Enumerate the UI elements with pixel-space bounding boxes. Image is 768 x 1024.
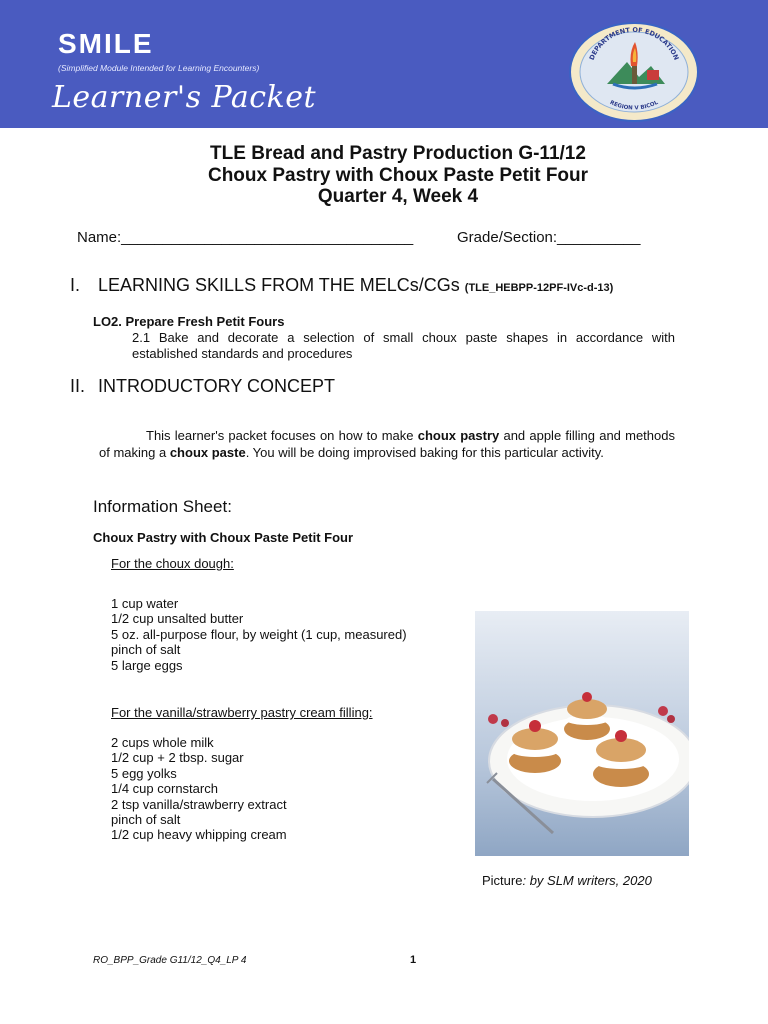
title-line-2: Choux Pastry with Choux Paste Petit Four <box>207 165 589 186</box>
section-2-title: INTRODUCTORY CONCEPT <box>98 376 336 396</box>
list-item: pinch of salt <box>111 812 181 828</box>
photo-caption <box>482 873 652 888</box>
intro-bold-2: choux paste <box>169 445 246 460</box>
title-line-3: Quarter 4, Week 4 <box>317 186 479 207</box>
grade-section-field-label: Grade/Section:__________ <box>457 229 641 246</box>
choux-pastry-photo <box>475 611 689 856</box>
dough-heading: For the choux dough: <box>111 556 234 571</box>
list-item: 5 egg yolks <box>111 765 177 781</box>
caption-label: Picture <box>482 873 523 888</box>
section-2-heading <box>70 376 335 397</box>
section-2-number: II. <box>70 376 86 396</box>
section-1-number: I. <box>70 275 81 295</box>
caption-credit: : by SLM writers, 2020 <box>522 873 652 888</box>
dough-ingredient-list <box>111 596 407 673</box>
footer-code: RO_BPP_Grade G11/12_Q4_LP 4 <box>93 955 247 966</box>
melc-code: (TLE_HEBPP-12PF-IVc-d-13) <box>464 282 614 294</box>
filling-ingredient-list <box>111 735 287 843</box>
brand-subtitle: (Simplified Module Intended for Learning Encounters) <box>58 63 260 73</box>
list-item: 5 large eggs <box>111 657 183 673</box>
list-item: 1/2 cup heavy whipping cream <box>111 827 287 843</box>
list-item: pinch of salt <box>111 642 181 658</box>
list-item: 1/2 cup unsalted butter <box>111 611 244 627</box>
learners-packet-label: Learner's Packet <box>52 80 317 115</box>
learning-objective-text: 2.1 Bake and decorate a selection of small choux paste shapes in accordance with established standards and procedures <box>132 330 675 361</box>
section-1-title: LEARNING SKILLS FROM THE MELCs/CGs <box>98 275 460 295</box>
seal-text-top: DEPARTMENT OF EDUCATION <box>587 25 681 62</box>
intro-text-3: . You will be doing improvised baking for this particular activity. <box>245 445 604 460</box>
intro-text-2: and apple filling and methods of making a <box>99 428 675 460</box>
page-number: 1 <box>410 954 417 966</box>
deped-seal-logo <box>569 22 699 122</box>
header-banner <box>0 0 768 128</box>
list-item: 1 cup water <box>111 596 179 611</box>
intro-bold-1: choux pastry <box>417 428 500 443</box>
list-item: 1/4 cup cornstarch <box>111 781 218 797</box>
brand-title: SMILE <box>58 28 154 59</box>
title-line-1: TLE Bread and Pastry Production G-11/12 <box>210 143 586 164</box>
seal-text-bottom: REGION V BICOL <box>608 99 660 112</box>
intro-text-1: This learner's packet focuses on how to make <box>146 428 414 443</box>
filling-heading: For the vanilla/strawberry pastry cream filling: <box>111 705 373 720</box>
information-sheet-heading: Information Sheet: <box>93 497 232 516</box>
list-item: 5 oz. all-purpose flour, by weight (1 cup, measured) <box>111 626 407 642</box>
list-item: 2 cups whole milk <box>111 735 214 750</box>
intro-paragraph <box>99 427 675 461</box>
list-item: 1/2 cup + 2 tbsp. sugar <box>111 750 244 766</box>
learning-objective-title: LO2. Prepare Fresh Petit Fours <box>93 314 285 329</box>
name-field-label: Name:___________________________________ <box>77 229 414 246</box>
recipe-title: Choux Pastry with Choux Paste Petit Four <box>93 530 354 545</box>
list-item: 2 tsp vanilla/strawberry extract <box>111 796 287 812</box>
section-1-heading <box>70 275 613 296</box>
